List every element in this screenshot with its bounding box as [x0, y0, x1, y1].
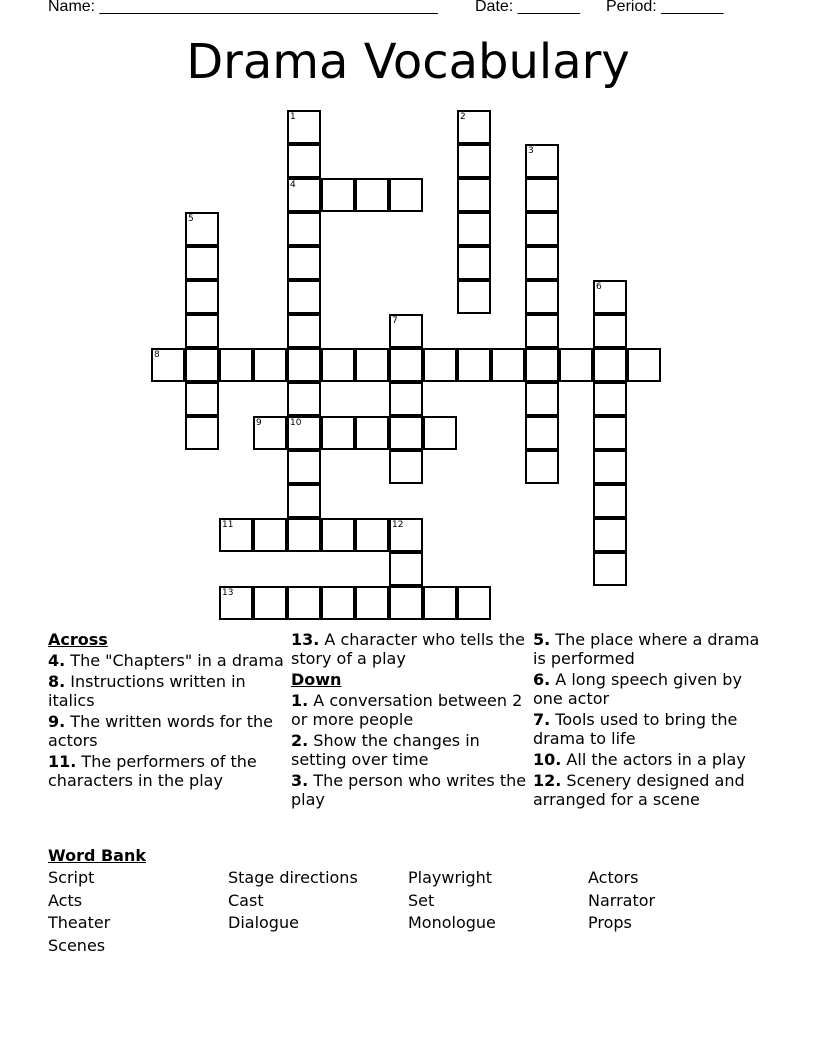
- crossword-cell[interactable]: [593, 382, 627, 416]
- down-clue: 1. A conversation between 2 or more people: [291, 691, 523, 729]
- across-clue: 9. The written words for the actors: [48, 712, 273, 750]
- crossword-cell[interactable]: [321, 518, 355, 552]
- crossword-cell[interactable]: [423, 348, 457, 382]
- crossword-cell[interactable]: [287, 280, 321, 314]
- crossword-cell[interactable]: [389, 416, 423, 450]
- crossword-cell[interactable]: [525, 178, 559, 212]
- crossword-cell[interactable]: [253, 416, 287, 450]
- crossword-cell[interactable]: [559, 348, 593, 382]
- down-clue: 6. A long speech given by one actor: [533, 670, 742, 708]
- crossword-cell[interactable]: [253, 586, 287, 620]
- crossword-cell[interactable]: [287, 314, 321, 348]
- word-bank-item: Stage directions: [228, 868, 358, 887]
- crossword-cell[interactable]: [457, 212, 491, 246]
- clue-number: 5: [188, 214, 194, 224]
- clues-column-1: [48, 630, 284, 792]
- crossword-cell[interactable]: [321, 416, 355, 450]
- crossword-cell[interactable]: [525, 382, 559, 416]
- crossword-cell[interactable]: [355, 178, 389, 212]
- crossword-cell[interactable]: [457, 348, 491, 382]
- crossword-cell[interactable]: [593, 280, 627, 314]
- clue-number: 2: [460, 112, 466, 122]
- crossword-cell[interactable]: [389, 586, 423, 620]
- crossword-cell[interactable]: [525, 212, 559, 246]
- across-clue: 11. The performers of the characters in the play: [48, 752, 257, 790]
- crossword-cell[interactable]: [355, 348, 389, 382]
- word-bank-heading: Word Bank: [48, 846, 147, 865]
- crossword-cell[interactable]: [525, 348, 559, 382]
- crossword-cell[interactable]: [593, 484, 627, 518]
- crossword-cell[interactable]: [525, 246, 559, 280]
- crossword-cell[interactable]: [219, 348, 253, 382]
- clue-number: 4: [290, 180, 296, 190]
- crossword-cell[interactable]: [593, 518, 627, 552]
- crossword-cell[interactable]: [321, 586, 355, 620]
- clue-number: 7: [392, 316, 398, 326]
- crossword-cell[interactable]: [355, 416, 389, 450]
- crossword-cell[interactable]: [287, 518, 321, 552]
- down-clue: 5. The place where a drama is performed: [533, 630, 760, 668]
- word-bank-item: Set: [408, 890, 435, 910]
- across-clue: 4. The "Chapters" in a drama: [48, 651, 284, 670]
- clues-column-2: [291, 630, 527, 811]
- crossword-cell[interactable]: [287, 178, 321, 212]
- clue-number: 10: [290, 418, 302, 428]
- crossword-cell[interactable]: [423, 586, 457, 620]
- word-bank-item: Script: [48, 868, 95, 887]
- crossword-cell[interactable]: [287, 144, 321, 178]
- crossword-cell[interactable]: [593, 348, 627, 382]
- crossword-cell[interactable]: [253, 518, 287, 552]
- crossword-cell[interactable]: [287, 246, 321, 280]
- clue-number: 9: [256, 418, 262, 428]
- word-bank-item: Actors: [588, 868, 639, 887]
- crossword-cell[interactable]: [185, 348, 219, 382]
- crossword-cell[interactable]: [627, 348, 661, 382]
- clue-number: 3: [528, 146, 534, 156]
- crossword-cell[interactable]: [355, 518, 389, 552]
- crossword-cell[interactable]: [355, 586, 389, 620]
- crossword-cell[interactable]: [423, 416, 457, 450]
- clue-number: 6: [596, 282, 602, 292]
- word-bank-item: Monologue: [408, 913, 496, 932]
- word-bank-item: Narrator: [588, 890, 656, 910]
- crossword-cell[interactable]: [389, 382, 423, 416]
- crossword-cell[interactable]: [287, 110, 321, 144]
- crossword-cell[interactable]: [525, 450, 559, 484]
- clue-number: 13: [222, 588, 234, 598]
- crossword-cell[interactable]: [287, 212, 321, 246]
- crossword-cell[interactable]: [185, 280, 219, 314]
- crossword-cell[interactable]: [525, 416, 559, 450]
- crossword-cell[interactable]: [593, 314, 627, 348]
- word-bank-item: Playwright: [408, 868, 493, 887]
- crossword-cell[interactable]: [457, 586, 491, 620]
- crossword-cell[interactable]: [593, 450, 627, 484]
- crossword-cell[interactable]: [491, 348, 525, 382]
- down-clue: 3. The person who writes the play: [291, 771, 527, 809]
- crossword-cell[interactable]: [457, 246, 491, 280]
- clue-number: 11: [222, 520, 234, 530]
- down-clue: 2. Show the changes in setting over time: [291, 731, 480, 769]
- crossword-cell[interactable]: [389, 348, 423, 382]
- crossword-cell[interactable]: [457, 144, 491, 178]
- down-clue: 10. All the actors in a play: [533, 750, 746, 769]
- crossword-cell[interactable]: [185, 382, 219, 416]
- crossword-cell[interactable]: [287, 450, 321, 484]
- crossword-cell[interactable]: [219, 586, 253, 620]
- crossword-cell[interactable]: [457, 110, 491, 144]
- word-bank-item: Scenes: [48, 935, 106, 955]
- crossword-cell[interactable]: [457, 280, 491, 314]
- crossword-cell[interactable]: [593, 552, 627, 586]
- crossword-cell[interactable]: [185, 246, 219, 280]
- crossword-cell[interactable]: [389, 314, 423, 348]
- crossword-cell[interactable]: [287, 416, 321, 450]
- crossword-cell[interactable]: [593, 416, 627, 450]
- crossword-cell[interactable]: [287, 348, 321, 382]
- word-bank-item: Cast: [228, 890, 264, 910]
- crossword-cell[interactable]: [525, 314, 559, 348]
- word-bank-item: Theater: [48, 913, 111, 932]
- date-field-label[interactable]: Date: _______: [475, 0, 580, 15]
- word-bank-item: Props: [588, 913, 632, 932]
- page-title: Drama Vocabulary: [186, 34, 630, 90]
- across-heading: Across: [48, 630, 108, 649]
- word-bank-item: Dialogue: [228, 913, 299, 932]
- crossword-cell[interactable]: [525, 280, 559, 314]
- crossword-cell[interactable]: [389, 178, 423, 212]
- down-clue: 12. Scenery designed and arranged for a scene: [533, 771, 745, 809]
- crossword-cell[interactable]: [287, 382, 321, 416]
- crossword-cell[interactable]: [287, 586, 321, 620]
- crossword-cell[interactable]: [185, 212, 219, 246]
- down-heading: Down: [291, 670, 342, 689]
- crossword-cell[interactable]: [389, 518, 423, 552]
- crossword-cell[interactable]: [287, 484, 321, 518]
- crossword-cell[interactable]: [151, 348, 185, 382]
- clues-column-3: [533, 630, 769, 811]
- crossword-cell[interactable]: [321, 348, 355, 382]
- crossword-cell[interactable]: [185, 416, 219, 450]
- crossword-cell[interactable]: [219, 518, 253, 552]
- word-bank-item: Acts: [48, 890, 83, 910]
- crossword-cell[interactable]: [457, 178, 491, 212]
- crossword-cell[interactable]: [185, 314, 219, 348]
- across-clue: 13. A character who tells the story of a play: [291, 630, 525, 668]
- across-clue: 8. Instructions written in italics: [48, 672, 246, 710]
- down-clue: 7. Tools used to bring the drama to life: [533, 710, 738, 748]
- crossword-cell[interactable]: [389, 450, 423, 484]
- crossword-cell[interactable]: [389, 552, 423, 586]
- clue-number: 12: [392, 520, 404, 530]
- period-field-label[interactable]: Period: _______: [606, 0, 724, 15]
- crossword-cell[interactable]: [321, 178, 355, 212]
- clue-number: 1: [290, 112, 296, 122]
- name-field-label[interactable]: Name: ______________________________________: [48, 0, 438, 15]
- crossword-cell[interactable]: [525, 144, 559, 178]
- crossword-cell[interactable]: [253, 348, 287, 382]
- clue-number: 8: [154, 350, 160, 360]
